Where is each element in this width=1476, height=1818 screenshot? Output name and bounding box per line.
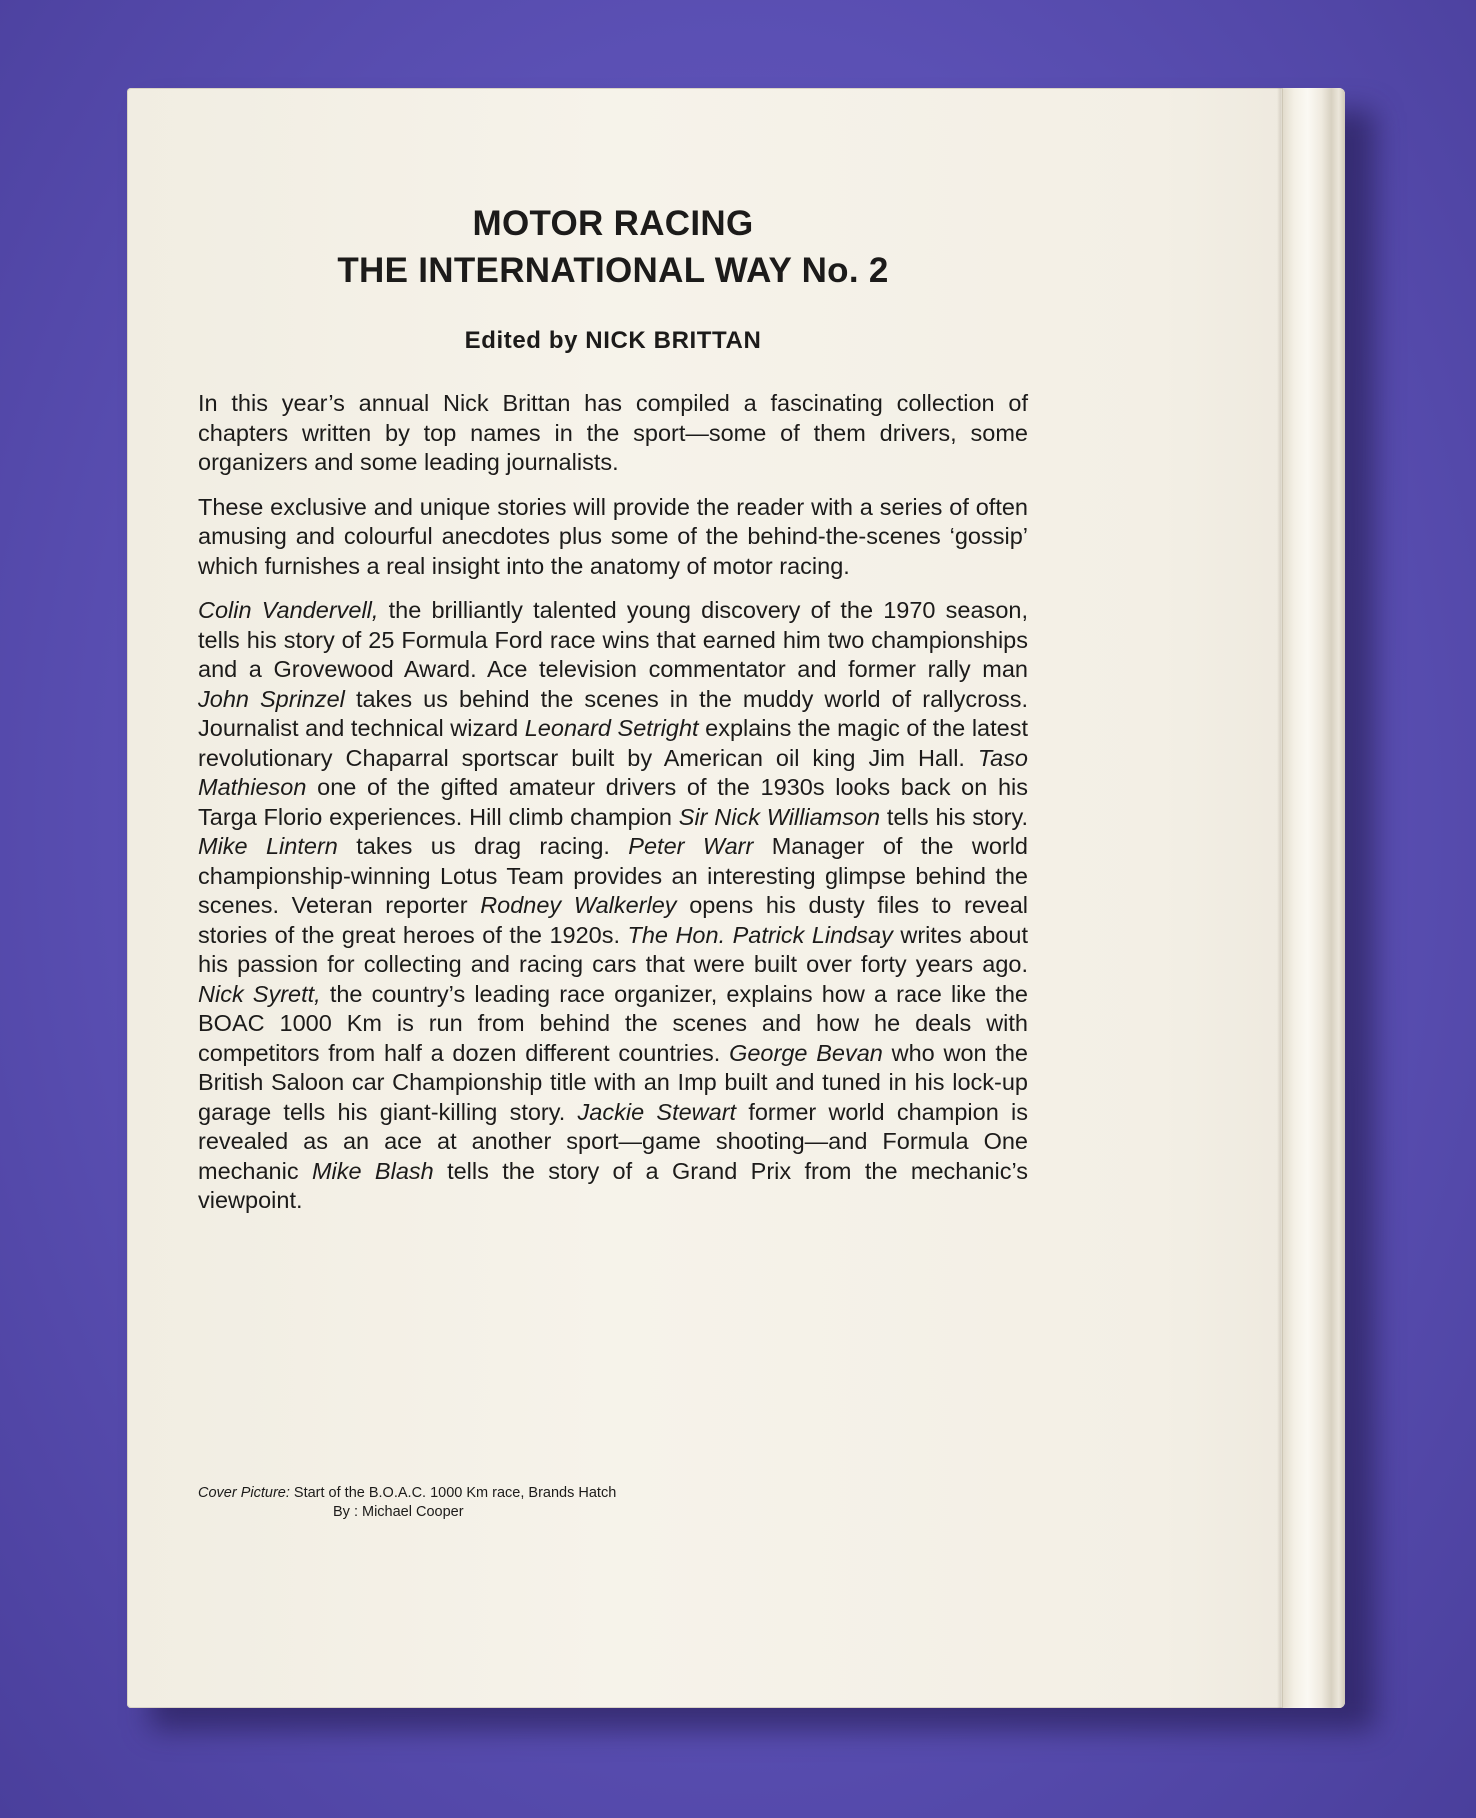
blurb-paragraph-1: In this year’s annual Nick Brittan has compiled a fascinating collection of chapters written by top names in the sport—some of them drivers, some organizers and some leading journalists. [198, 390, 1028, 475]
blurb-text: one of the gifted amateur drivers of the 1930s looks back on his Targa Florio experiences. Hill climb champion [198, 774, 1028, 830]
blurb-paragraph-3 [198, 596, 1028, 1216]
photographer-credit: By : Michael Cooper [333, 1504, 464, 1520]
blurb-text: who won the British Saloon car Championship title with an Imp built and tuned in his lock-up garage tells his giant-killing story. [198, 1039, 1028, 1125]
blurb-text: tells the story of a Grand Prix from the mechanic’s viewpoint. [198, 1157, 1028, 1213]
blurb-text: the brilliantly talented young discovery of the 1970 season, tells his story of 25 Formula Ford race wins that earned him two championships and a Grovewood Award. Ace television commentator and former rally man [198, 597, 1028, 682]
blurb-text: writes about his passion for collecting and racing cars that were built over forty years ago. [198, 921, 1028, 977]
contributor-name: Leonard Setright [524, 715, 699, 741]
cover-text [198, 200, 1028, 1231]
title-line-1: MOTOR RACING [472, 204, 754, 243]
contributor-name: John Sprinzel [198, 685, 345, 712]
contributor-name: Sir Nick Williamson [678, 803, 881, 830]
blurb-paragraph-2: These exclusive and unique stories will provide the reader with a series of often amusing and colourful anecdotes plus some of the behind-the-scenes ‘gossip’ which furnishes a real insight into the anatomy of motor racing. [198, 493, 1028, 579]
book-title [198, 200, 1028, 294]
contributor-name: Colin Vandervell, [198, 597, 379, 623]
contributor-name: The Hon. Patrick Lindsay [627, 921, 893, 948]
title-line-2: THE INTERNATIONAL WAY No. 2 [337, 251, 889, 290]
blurb-text: takes us behind the scenes in the muddy world of rallycross. Journalist and technical wizard [198, 685, 1029, 741]
blurb-text: takes us drag racing. [337, 833, 629, 859]
credit-label: Cover Picture: [198, 1485, 290, 1501]
credit-text: Start of the B.O.A.C. 1000 Km race, Brands Hatch [289, 1485, 617, 1501]
contributor-name: Nick Syrett, [198, 980, 321, 1007]
contributor-name: George Bevan [729, 1039, 883, 1066]
blurb-text: former world champion is revealed as an ace at another sport—game shooting—and Formula One mechanic [198, 1098, 1028, 1184]
blurb-text: the country’s leading race organizer, explains how a race like the BOAC 1000 Km is run from behind the scenes and how he deals with competitors from half a dozen different countries. [198, 980, 1028, 1066]
blurb-text: tells his story. [880, 803, 1028, 830]
editor-credit: Edited by NICK BRITTAN [464, 327, 762, 354]
book-spine [1282, 88, 1345, 1708]
contributor-name: Rodney Walkerley [480, 892, 677, 918]
contributor-name: Taso Mathieson [198, 744, 1028, 800]
blurb-text: opens his dusty files to reveal stories of the great heroes of the 1920s. [198, 892, 1028, 948]
contributor-name: Peter Warr [628, 833, 754, 859]
contributor-name: Mike Blash [311, 1157, 434, 1184]
contributor-name: Mike Lintern [198, 833, 338, 859]
blurb-text: Manager of the world championship-winning Lotus Team provides an interesting glimpse behind the scenes. Veteran reporter [198, 833, 1029, 918]
blurb-text: explains the magic of the latest revolutionary Chaparral sportscar built by American oil king Jim Hall. [198, 715, 1028, 771]
cover-picture-credit [198, 1484, 616, 1522]
contributor-name: Jackie Stewart [577, 1098, 737, 1125]
